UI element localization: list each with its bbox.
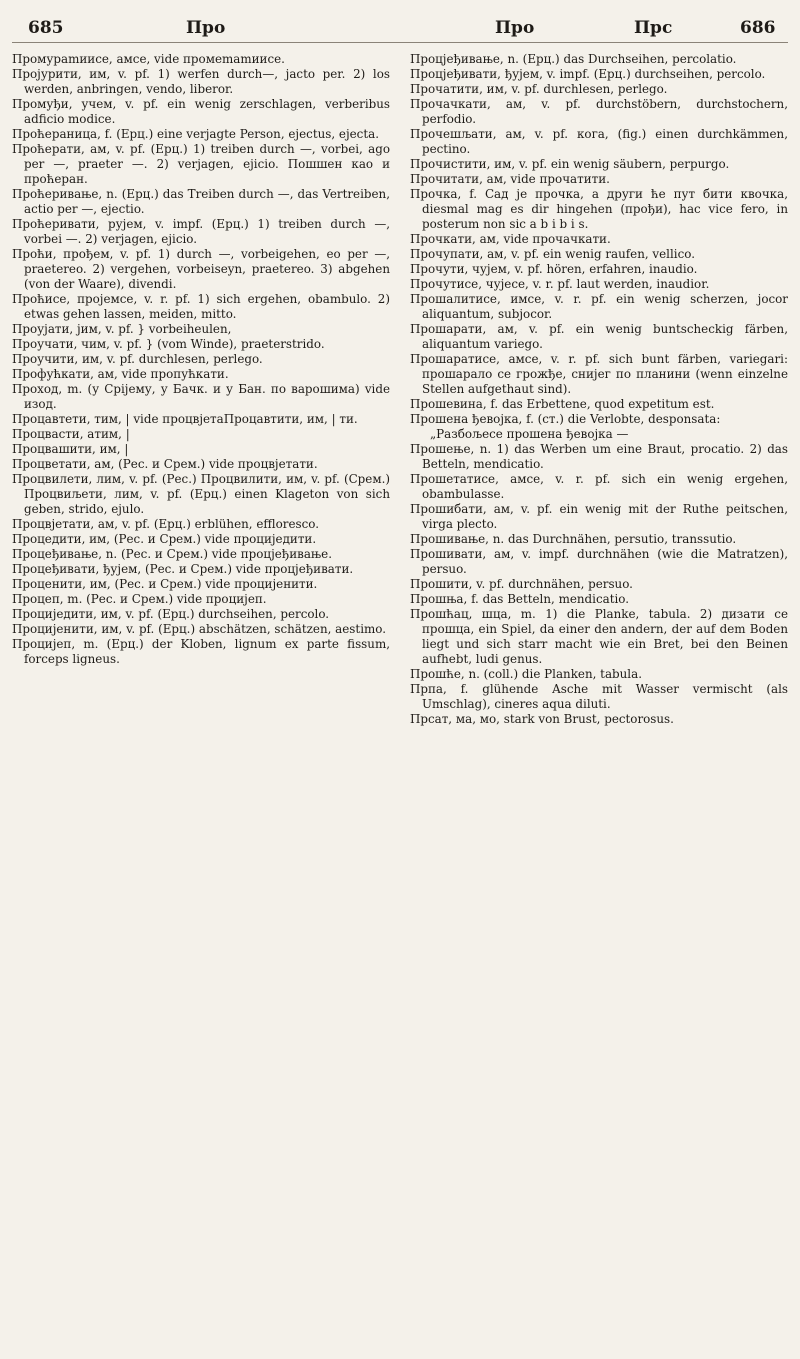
dictionary-entry: Прошаратисе, амсе, v. r. pf. sich bunt färben, variegari: прошарало се грожђе, снијег по планини (wenn einzelne Stellen aufgethaut sind). — [410, 352, 788, 396]
dictionary-entry: Прошивати, ам, v. impf. durchnähen (wie die Matratzen), persuo. — [410, 547, 788, 576]
left-column — [12, 52, 390, 1352]
dictionary-entry: Прочути, чујем, v. pf. hören, erfahren, inaudio. — [410, 262, 698, 276]
dictionary-entry: Прочатити, им, v. pf. durchlesen, perlego. — [410, 82, 668, 96]
dictionary-entry: Прошалитисе, имсе, v. r. pf. ein wenig scherzen, jocor aliquantum, subjocor. — [410, 292, 788, 321]
dictionary-entry: Прочка, f. Сад је прочка, а други ће пут бити квочка, diesmal mag es dir hingehen (прођи), hac vice fero, in posterum non sic a b i b i s. — [410, 187, 788, 231]
dictionary-entry: Прошће, n. (coll.) die Planken, tabula. — [410, 667, 642, 681]
dictionary-entry: Прошити, v. pf. durchnähen, persuo. — [410, 577, 633, 591]
dictionary-entry: Процвилети, лим, v. pf. (Рес.) Процвилити, им, v. pf. (Срем.) Процвиљети, лим, v. pf. (Ерц.) einen Klageton von sich geben, strido, ejulo. — [12, 472, 390, 516]
dictionary-entry: Процветати, ам, (Рес. и Срем.) vide процвjетати. — [12, 457, 318, 471]
dictionary-entry: Проценити, им, (Рес. и Срем.) vide процијенити. — [12, 577, 318, 591]
dictionary-entry: Прошење, n. 1) das Werben um eine Braut, procatio. 2) das Betteln, mendicatio. — [410, 442, 788, 471]
dictionary-entry: Процавтети, тим, | vide процвjетаПроцавтити, им, | ти. — [12, 412, 358, 426]
dictionary-entry: Прочистити, им, v. pf. ein wenig säubern, perpurgo. — [410, 157, 730, 171]
dictionary-entry: Процедити, им, (Рес. и Срем.) vide процијeдити. — [12, 532, 317, 546]
right-guide-word-first: Про — [495, 18, 535, 38]
right-guide-word-last: Прс — [634, 18, 673, 38]
dictionary-entry: Проћисе, пројемсе, v. r. pf. 1) sich ergehen, obambulo. 2) etwas gehen lassen, meiden, mitto. — [12, 292, 390, 321]
dictionary-entry: Прошевина, f. das Erbettene, quod expetitum est. — [410, 397, 715, 411]
dictionary-entry: Прошибати, ам, v. pf. ein wenig mit der Ruthe peitschen, virga plecto. — [410, 502, 788, 531]
left-page-number: 685 — [28, 18, 64, 38]
dictionary-entry: Процвашити, им, | — [12, 442, 129, 456]
dictionary-entry: Проход, m. (у Срijему, у Бачк. и у Бан. по варошима) vide изод. — [12, 382, 390, 411]
dictionary-entry: Пројурити, им, v. pf. 1) werfen durch—, jacto per. 2) los werden, anbringen, vendo, liberor. — [12, 67, 390, 96]
dictionary-entry: Прошња, f. das Betteln, mendicatio. — [410, 592, 630, 606]
dictionary-entry: Промураmиисе, амсе, vide промеmаmиисе. — [12, 52, 285, 66]
dictionary-entry: Проујати, јим, v. pf. } vorbeiheulen, — [12, 322, 232, 336]
dictionary-entry: Прпа, f. glühende Asche mit Wasser vermischt (als Umschlag), cineres aqua diluti. — [410, 682, 788, 711]
dictionary-entry: Процвасти, атим, | — [12, 427, 130, 441]
dictionary-entry: Процијеп, m. (Ерц.) der Kloben, lignum ex parte fissum, forceps ligneus. — [12, 637, 390, 666]
dictionary-entry: Процвjетати, ам, v. pf. (Ерц.) erblühen, effloresco. — [12, 517, 319, 531]
dictionary-entry: Проћеривање, n. (Ерц.) das Treiben durch —, das Vertreiben, actio per —, ejectio. — [12, 187, 390, 216]
dictionary-entry: Проћерати, ам, v. pf. (Ерц.) 1) treiben durch —, vorbei, ago per —, praeter —. 2) verjagen, ejicio. Пошшен као и проћеран. — [12, 142, 390, 186]
dictionary-entry: Процеђивати, ђујем, (Рес. и Срем.) vide процјеђивати. — [12, 562, 354, 576]
dictionary-entry: Прочупати, ам, v. pf. ein wenig raufen, vellico. — [410, 247, 695, 261]
right-column — [410, 52, 788, 1352]
dictionary-entry: Прошетатисе, амсе, v. r. pf. sich ein wenig ergehen, obambulasse. — [410, 472, 788, 501]
dictionary-entry: Прошивање, n. das Durchnähen, persutio, transsutio. — [410, 532, 737, 546]
left-guide-word: Про — [186, 18, 226, 38]
dictionary-entry: Проћи, прођем, v. pf. 1) durch —, vorbeigehen, eo per —, praetereo. 2) vergehen, vorbeiseyn, praetereo. 3) abgehen (von der Waare), divendi. — [12, 247, 390, 291]
right-page-number: 686 — [740, 18, 776, 38]
dictionary-entry: Прошарати, ам, v. pf. ein wenig buntscheckig färben, aliquantum variego. — [410, 322, 788, 351]
dictionary-entry: Проћераница, f. (Ерц.) eine verjagte Person, ejectus, ejecta. — [12, 127, 379, 141]
dictionary-entry: Процијeдити, им, v. pf. (Ерц.) durchseihen, percolo. — [12, 607, 330, 621]
dictionary-entry: Промуђи, учем, v. pf. ein wenig zerschlagen, verberibus adficio modice. — [12, 97, 390, 126]
dictionary-entry: Прошћац, шца, m. 1) die Planke, tabula. 2) дизати се прошца, ein Spiel, da einer den andern, der auf dem Boden liegt und sich starr macht wie ein Bret, bei den Beinen aufhebt, ludi genus. — [410, 607, 788, 666]
dictionary-entry: Прсат, ма, мо, stark von Brust, pectorosus. — [410, 712, 674, 726]
dictionary-entry: Профућкати, ам, vide пропућкати. — [12, 367, 229, 381]
dictionary-entry: Прочешљати, ам, v. pf. кога, (fig.) einen durchkämmen, pectino. — [410, 127, 788, 156]
page-header — [0, 0, 800, 42]
dictionary-entry: Проћеривати, рујем, v. impf. (Ерц.) 1) treiben durch —, vorbei —. 2) verjagen, ejicio. — [12, 217, 390, 246]
dictionary-entry: Проучати, чим, v. pf. } (vom Winde), praeterstrido. — [12, 337, 325, 351]
dictionary-entry: Прочачкати, ам, v. pf. durchstöbern, durchstochern, perfodio. — [410, 97, 788, 126]
dictionary-entry: Прочкати, ам, vide прочачкати. — [410, 232, 611, 246]
dictionary-entry: Процеђивање, n. (Рес. и Срем.) vide процјеђивање. — [12, 547, 332, 561]
dictionary-entry: Прочитати, ам, vide прочатити. — [410, 172, 610, 186]
dictionary-entry: Прошена ђевојка, f. (ст.) die Verlobte, desponsata: — [410, 412, 721, 426]
dictionary-entry: Процијенити, им, v. pf. (Ерц.) abschätzen, schätzen, aestimo. — [12, 622, 386, 636]
dictionary-entry: Проучити, им, v. pf. durchlesen, perlego. — [12, 352, 263, 366]
dictionary-entry: Процјеђивање, n. (Ерц.) das Durchseihen, percolatio. — [410, 52, 737, 66]
dictionary-entry: Процеп, m. (Рес. и Срем.) vide процијеп. — [12, 592, 267, 606]
dictionary-entry: „Разбољесе прошена ђевојка — — [430, 427, 629, 441]
header-rule — [12, 42, 788, 43]
dictionary-entry: Процјеђивати, ђујем, v. impf. (Ерц.) durchseihen, percolo. — [410, 67, 766, 81]
dictionary-entry: Прочутисе, чујесе, v. r. pf. laut werden, inaudior. — [410, 277, 710, 291]
